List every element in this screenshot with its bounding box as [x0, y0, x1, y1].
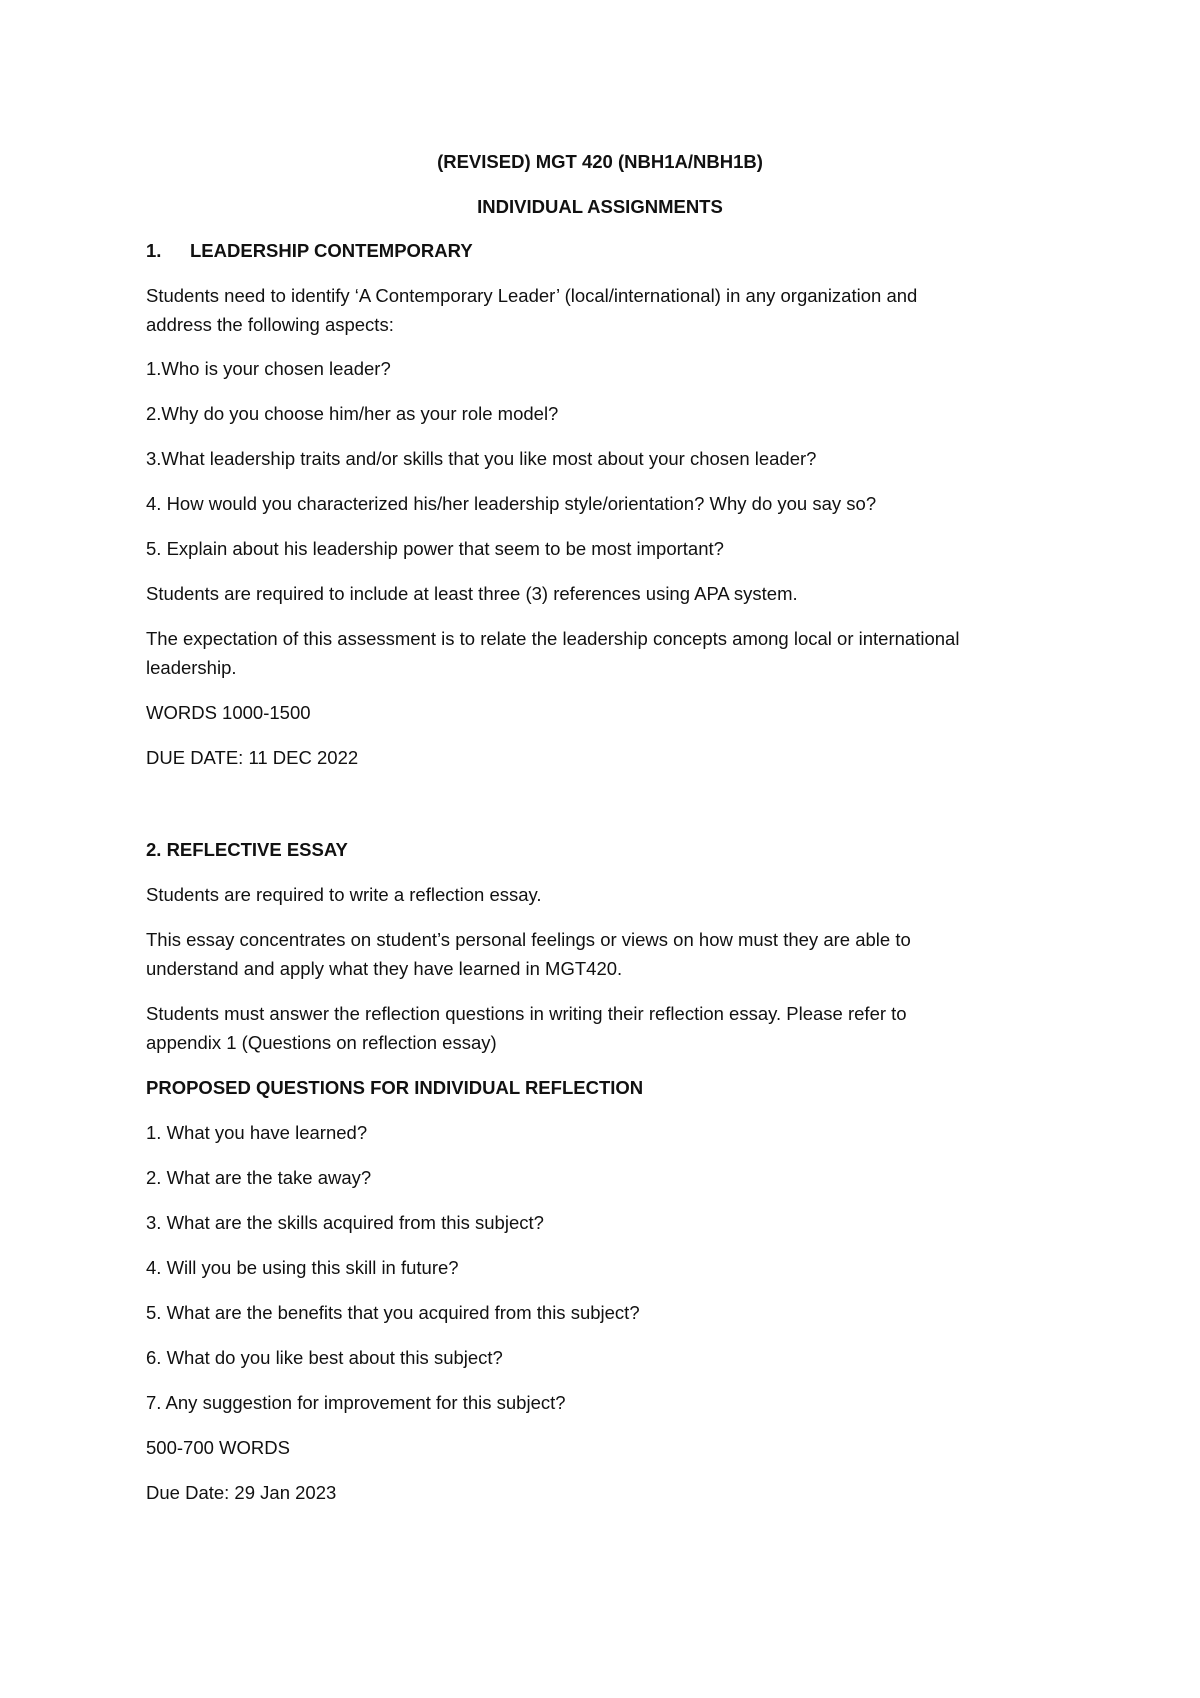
section1-word-count: WORDS 1000-1500 [146, 702, 311, 723]
section2-question-6: 6. What do you like best about this subject? [146, 1347, 503, 1368]
section2-instructions-line1: Students must answer the reflection questions in writing their reflection essay. Please refer to [146, 1003, 907, 1024]
section1-question-5: 5. Explain about his leadership power that seem to be most important? [146, 538, 724, 559]
section1-expectation-line2: leadership. [146, 657, 237, 678]
section1-question-3: 3.What leadership traits and/or skills that you like most about your chosen leader? [146, 448, 817, 469]
section1-heading-text: LEADERSHIP CONTEMPORARY [190, 240, 473, 261]
section2-focus-line2: understand and apply what they have learned in MGT420. [146, 958, 623, 979]
section1-references: Students are required to include at least three (3) references using APA system. [146, 583, 798, 604]
document-title: (REVISED) MGT 420 (NBH1A/NBH1B) [437, 151, 763, 172]
section2-heading: 2. REFLECTIVE ESSAY [146, 839, 348, 860]
section2-focus-line1: This essay concentrates on student’s personal feelings or views on how must they are able to [146, 929, 911, 950]
section2-question-5: 5. What are the benefits that you acquired from this subject? [146, 1302, 640, 1323]
section1-intro-line1: Students need to identify ‘A Contemporary Leader’ (local/international) in any organization and [146, 285, 918, 306]
section2-word-count: 500-700 WORDS [146, 1437, 290, 1458]
section1-heading [146, 236, 1066, 265]
section2-question-7: 7. Any suggestion for improvement for this subject? [146, 1392, 566, 1413]
section2-intro: Students are required to write a reflection essay. [146, 884, 542, 905]
section2-instructions-line2: appendix 1 (Questions on reflection essay) [146, 1032, 497, 1053]
document-subtitle: INDIVIDUAL ASSIGNMENTS [477, 196, 723, 217]
section1-question-2: 2.Why do you choose him/her as your role model? [146, 403, 559, 424]
section2-question-2: 2. What are the take away? [146, 1167, 372, 1188]
section2-questions-heading: PROPOSED QUESTIONS FOR INDIVIDUAL REFLECTION [146, 1077, 644, 1098]
section1-number: 1. [146, 240, 162, 261]
section1-due-date: DUE DATE: 11 DEC 2022 [146, 747, 359, 768]
section1-intro-line2: address the following aspects: [146, 314, 394, 335]
section1-question-4: 4. How would you characterized his/her leadership style/orientation? Why do you say so? [146, 493, 877, 514]
section1-expectation-line1: The expectation of this assessment is to relate the leadership concepts among local or international [146, 628, 960, 649]
section2-question-3: 3. What are the skills acquired from this subject? [146, 1212, 544, 1233]
section2-question-4: 4. Will you be using this skill in future? [146, 1257, 459, 1278]
section2-question-1: 1. What you have learned? [146, 1122, 368, 1143]
section1-question-1: 1.Who is your chosen leader? [146, 358, 391, 379]
section2-due-date: Due Date: 29 Jan 2023 [146, 1482, 337, 1503]
